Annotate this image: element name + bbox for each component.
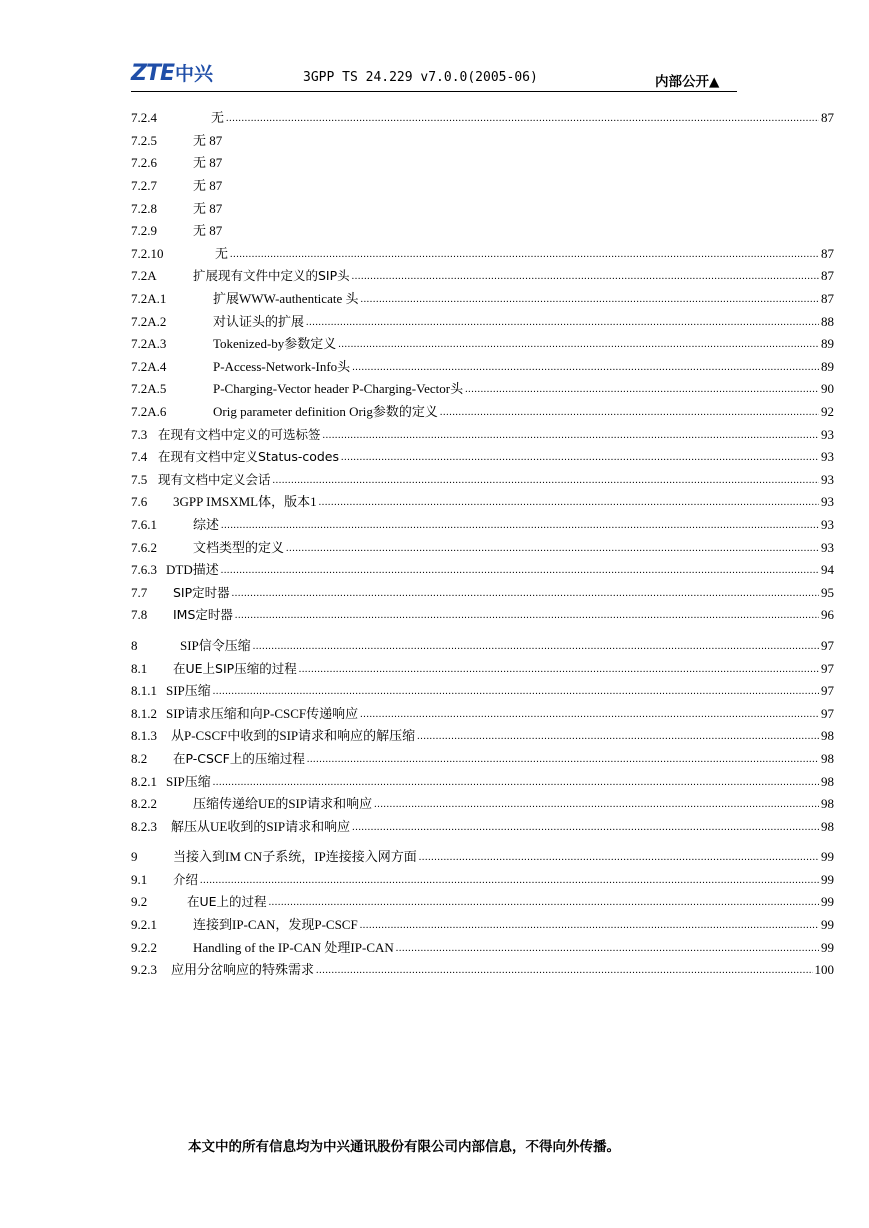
toc-entry-title: 无 87 (193, 223, 223, 239)
toc-entry-number: 7.2.8 (131, 200, 157, 216)
toc-entry-number: 7.2A.5 (131, 381, 167, 397)
toc-entry-number: 7.2A.3 (131, 336, 167, 352)
toc-entry-title: P-Access-Network-Info头 (213, 358, 351, 374)
toc-entry-number: 9.2 (131, 894, 148, 910)
toc-leader-dots (226, 109, 819, 125)
toc-leader-dots (213, 773, 819, 789)
toc-entry-title: SIP压缩 (166, 683, 211, 699)
toc-leader-dots (323, 426, 819, 442)
toc-entry-page: 93 (821, 539, 834, 555)
toc-leader-dots (360, 290, 819, 306)
toc-entry-title: 在现有文档中定义Status-codes (158, 449, 340, 465)
toc-leader-dots (374, 795, 819, 811)
toc-entry-page: 87 (821, 110, 834, 126)
toc-entry-title: IMS定时器 (173, 607, 233, 623)
toc-entry-page: 98 (821, 750, 834, 766)
toc-entry-page: 89 (821, 358, 834, 374)
toc-entry-page: 98 (821, 773, 834, 789)
toc-entry-number: 9 (131, 849, 138, 865)
footer-notice: 本文中的所有信息均为中兴通讯股份有限公司内部信息，不得向外传播。 (188, 1139, 620, 1155)
toc-leader-dots (352, 818, 819, 834)
toc-entry-number: 7.6 (131, 494, 148, 510)
toc-entry-page: 97 (821, 705, 834, 721)
toc-entry-number: 7.2A.6 (131, 404, 167, 420)
table-of-contents (131, 107, 834, 982)
toc-entry-number: 7.4 (131, 449, 148, 465)
toc-entry[interactable] (131, 152, 834, 175)
toc-entry[interactable] (131, 725, 834, 748)
toc-entry-title: 从P-CSCF中收到的SIP请求和响应的解压缩 (171, 728, 416, 744)
toc-leader-dots (306, 313, 819, 329)
toc-entry[interactable] (131, 891, 834, 914)
logo-zte-text: ZTE (131, 61, 174, 86)
toc-entry-title: 文档类型的定义 (193, 539, 285, 555)
toc-entry[interactable] (131, 846, 834, 869)
toc-entry-title: SIP定时器 (173, 584, 230, 600)
toc-leader-dots (417, 727, 819, 743)
toc-entry-number: 7.2A.1 (131, 291, 167, 307)
toc-entry-number: 8.1 (131, 660, 148, 676)
toc-entry-page: 96 (821, 607, 834, 623)
toc-entry-title: 综述 (193, 516, 220, 532)
toc-entry-page: 88 (821, 313, 834, 329)
toc-entry-number: 9.2.2 (131, 939, 157, 955)
toc-entry-page: 100 (814, 962, 834, 978)
toc-leader-dots (235, 606, 819, 622)
toc-entry-page: 87 (821, 268, 834, 284)
toc-entry[interactable] (131, 197, 834, 220)
toc-entry[interactable] (131, 869, 834, 892)
toc-entry-title: 扩展WWW-authenticate 头 (213, 291, 359, 307)
toc-entry-number: 9.2.1 (131, 917, 157, 933)
toc-entry[interactable] (131, 536, 834, 559)
toc-entry-number: 7.2A.2 (131, 313, 167, 329)
toc-entry-page: 97 (821, 683, 834, 699)
toc-leader-dots (286, 539, 819, 555)
toc-entry[interactable] (131, 657, 834, 680)
toc-entry-title: Handling of the IP-CAN 处理IP-CAN (193, 939, 394, 955)
toc-entry-page: 99 (821, 917, 834, 933)
toc-leader-dots (360, 705, 819, 721)
toc-entry-page: 93 (821, 494, 834, 510)
toc-entry-number: 7.2.7 (131, 178, 157, 194)
toc-entry-number: 7.6.2 (131, 539, 157, 555)
toc-entry-page: 97 (821, 660, 834, 676)
toc-entry-page: 90 (821, 381, 834, 397)
toc-entry-title: 当接入到IM CN子系统，IP连接接入网方面 (173, 849, 417, 865)
toc-entry-page: 98 (821, 818, 834, 834)
toc-entry-page: 93 (821, 516, 834, 532)
toc-leader-dots (396, 939, 819, 955)
toc-entry-page: 92 (821, 404, 834, 420)
toc-entry-title: DTD描述 (166, 562, 219, 578)
toc-entry-title: 在现有文档中定义的可选标签 (158, 426, 321, 442)
toc-entry-title: 在P-CSCF上的压缩过程 (173, 750, 305, 766)
toc-entry-title: Orig parameter definition Orig参数的定义 (213, 404, 438, 420)
toc-entry-page: 93 (821, 426, 834, 442)
toc-entry-page: 93 (821, 471, 834, 487)
toc-entry[interactable] (131, 288, 834, 311)
toc-entry-page: 94 (821, 562, 834, 578)
toc-leader-dots (419, 848, 819, 864)
toc-entry-title: 3GPP IMSXML体，版本1 (173, 494, 317, 510)
toc-entry-number: 7.2A (131, 268, 157, 284)
toc-entry-number: 7.8 (131, 607, 148, 623)
toc-entry-number: 7.7 (131, 584, 148, 600)
toc-entry[interactable] (131, 378, 834, 401)
toc-entry[interactable] (131, 107, 834, 130)
toc-entry-title: 无 (211, 110, 225, 126)
toc-entry-number: 8.2.2 (131, 796, 157, 812)
toc-entry-title: P-Charging-Vector header P-Charging-Vector头 (213, 381, 464, 397)
toc-entry-page: 97 (821, 637, 834, 653)
toc-entry[interactable] (131, 175, 834, 198)
toc-entry-title: 介绍 (173, 871, 199, 887)
toc-leader-dots (341, 448, 819, 464)
toc-entry-number: 7.2.10 (131, 245, 164, 261)
toc-entry-number: 8.2 (131, 750, 148, 766)
toc-entry-number: 7.5 (131, 471, 148, 487)
toc-entry-number: 8 (131, 637, 138, 653)
toc-entry-title: 无 87 (193, 132, 223, 148)
toc-leader-dots (200, 871, 819, 887)
toc-entry-page: 98 (821, 728, 834, 744)
toc-entry[interactable] (131, 446, 834, 469)
logo-cn-text: 中兴 (175, 63, 214, 85)
toc-entry-page: 93 (821, 449, 834, 465)
toc-leader-dots (316, 961, 812, 977)
toc-entry-page: 99 (821, 939, 834, 955)
toc-entry-page: 89 (821, 336, 834, 352)
toc-leader-dots (319, 493, 819, 509)
toc-entry-number: 7.3 (131, 426, 148, 442)
toc-entry-number: 8.2.3 (131, 818, 157, 834)
toc-entry-number: 7.2A.4 (131, 358, 167, 374)
toc-entry[interactable] (131, 243, 834, 266)
toc-leader-dots (273, 471, 819, 487)
toc-entry-number: 8.1.3 (131, 728, 157, 744)
toc-entry-title: 无 87 (193, 178, 223, 194)
toc-entry-number: 9.2.3 (131, 962, 157, 978)
toc-entry-number: 7.6.1 (131, 516, 157, 532)
toc-entry-number: 7.2.6 (131, 155, 157, 171)
toc-entry-number: 7.6.3 (131, 562, 157, 578)
toc-entry[interactable] (131, 356, 834, 379)
toc-entry-title: 解压从UE收到的SIP请求和响应 (171, 818, 351, 834)
toc-entry[interactable] (131, 793, 834, 816)
logo (131, 62, 213, 86)
toc-entry[interactable] (131, 423, 834, 446)
toc-leader-dots (299, 660, 819, 676)
toc-entry-number: 8.1.2 (131, 705, 157, 721)
toc-entry-title: 连接到IP-CAN，发现P-CSCF (193, 917, 358, 933)
toc-leader-dots (465, 380, 819, 396)
toc-entry-page: 99 (821, 849, 834, 865)
toc-entry-title: 无 (215, 245, 229, 261)
toc-entry-title: SIP请求压缩和向P-CSCF传递响应 (166, 705, 359, 721)
toc-entry-title: 在UE上SIP压缩的过程 (173, 660, 297, 676)
toc-entry-page: 95 (821, 584, 834, 600)
toc-leader-dots (352, 267, 819, 283)
header-spec: 3GPP TS 24.229 v7.0.0(2005-06) (303, 70, 538, 85)
toc-leader-dots (221, 516, 819, 532)
toc-leader-dots (307, 750, 819, 766)
toc-entry-number: 7.2.4 (131, 110, 157, 126)
toc-entry[interactable] (131, 220, 834, 243)
toc-leader-dots (232, 584, 819, 600)
toc-entry[interactable] (131, 815, 834, 838)
toc-entry[interactable] (131, 770, 834, 793)
toc-entry[interactable] (131, 914, 834, 937)
toc-entry-title: SIP信令压缩 (180, 637, 251, 653)
toc-entry[interactable] (131, 559, 834, 582)
toc-entry-title: 现有文档中定义会话 (158, 471, 271, 487)
toc-entry[interactable] (131, 635, 834, 658)
toc-entry-title: SIP压缩 (166, 773, 211, 789)
toc-entry[interactable] (131, 491, 834, 514)
toc-entry-title: 在UE上的过程 (187, 894, 267, 910)
toc-entry[interactable] (131, 702, 834, 725)
toc-entry-page: 87 (821, 291, 834, 307)
toc-entry[interactable] (131, 680, 834, 703)
toc-entry-page: 87 (821, 245, 834, 261)
toc-entry-number: 9.1 (131, 871, 148, 887)
toc-entry-title: 无 87 (193, 155, 223, 171)
toc-entry-title: 扩展现有文件中定义的SIP头 (193, 268, 350, 284)
toc-entry[interactable] (131, 333, 834, 356)
toc-entry-title: 压缩传递给UE的SIP请求和响应 (193, 796, 373, 812)
toc-entry[interactable] (131, 265, 834, 288)
toc-leader-dots (352, 358, 819, 374)
toc-entry-title: 无 87 (193, 200, 223, 216)
toc-entry[interactable] (131, 936, 834, 959)
toc-entry-title: 应用分岔响应的特殊需求 (171, 962, 315, 978)
toc-entry[interactable] (131, 581, 834, 604)
toc-entry[interactable] (131, 310, 834, 333)
toc-entry-number: 8.2.1 (131, 773, 157, 789)
toc-entry-title: Tokenized-by参数定义 (213, 336, 337, 352)
toc-leader-dots (253, 637, 819, 653)
toc-leader-dots (221, 561, 819, 577)
toc-entry-page: 99 (821, 894, 834, 910)
toc-entry-page: 99 (821, 871, 834, 887)
toc-entry-page: 98 (821, 796, 834, 812)
header-classification: 内部公开▲ (655, 74, 720, 90)
toc-entry-number: 7.2.5 (131, 132, 157, 148)
toc-leader-dots (360, 916, 819, 932)
toc-entry-title: 对认证头的扩展 (213, 313, 305, 329)
toc-leader-dots (338, 335, 819, 351)
toc-leader-dots (230, 245, 819, 261)
toc-entry[interactable] (131, 959, 834, 982)
toc-entry[interactable] (131, 469, 834, 492)
toc-entry-number: 8.1.1 (131, 683, 157, 699)
toc-leader-dots (213, 682, 819, 698)
toc-entry[interactable] (131, 514, 834, 537)
header-rule (131, 91, 737, 92)
toc-entry[interactable] (131, 604, 834, 627)
toc-leader-dots (269, 893, 819, 909)
toc-entry[interactable] (131, 748, 834, 771)
toc-entry[interactable] (131, 130, 834, 153)
toc-entry-number: 7.2.9 (131, 223, 157, 239)
toc-leader-dots (440, 403, 819, 419)
toc-entry[interactable] (131, 401, 834, 424)
